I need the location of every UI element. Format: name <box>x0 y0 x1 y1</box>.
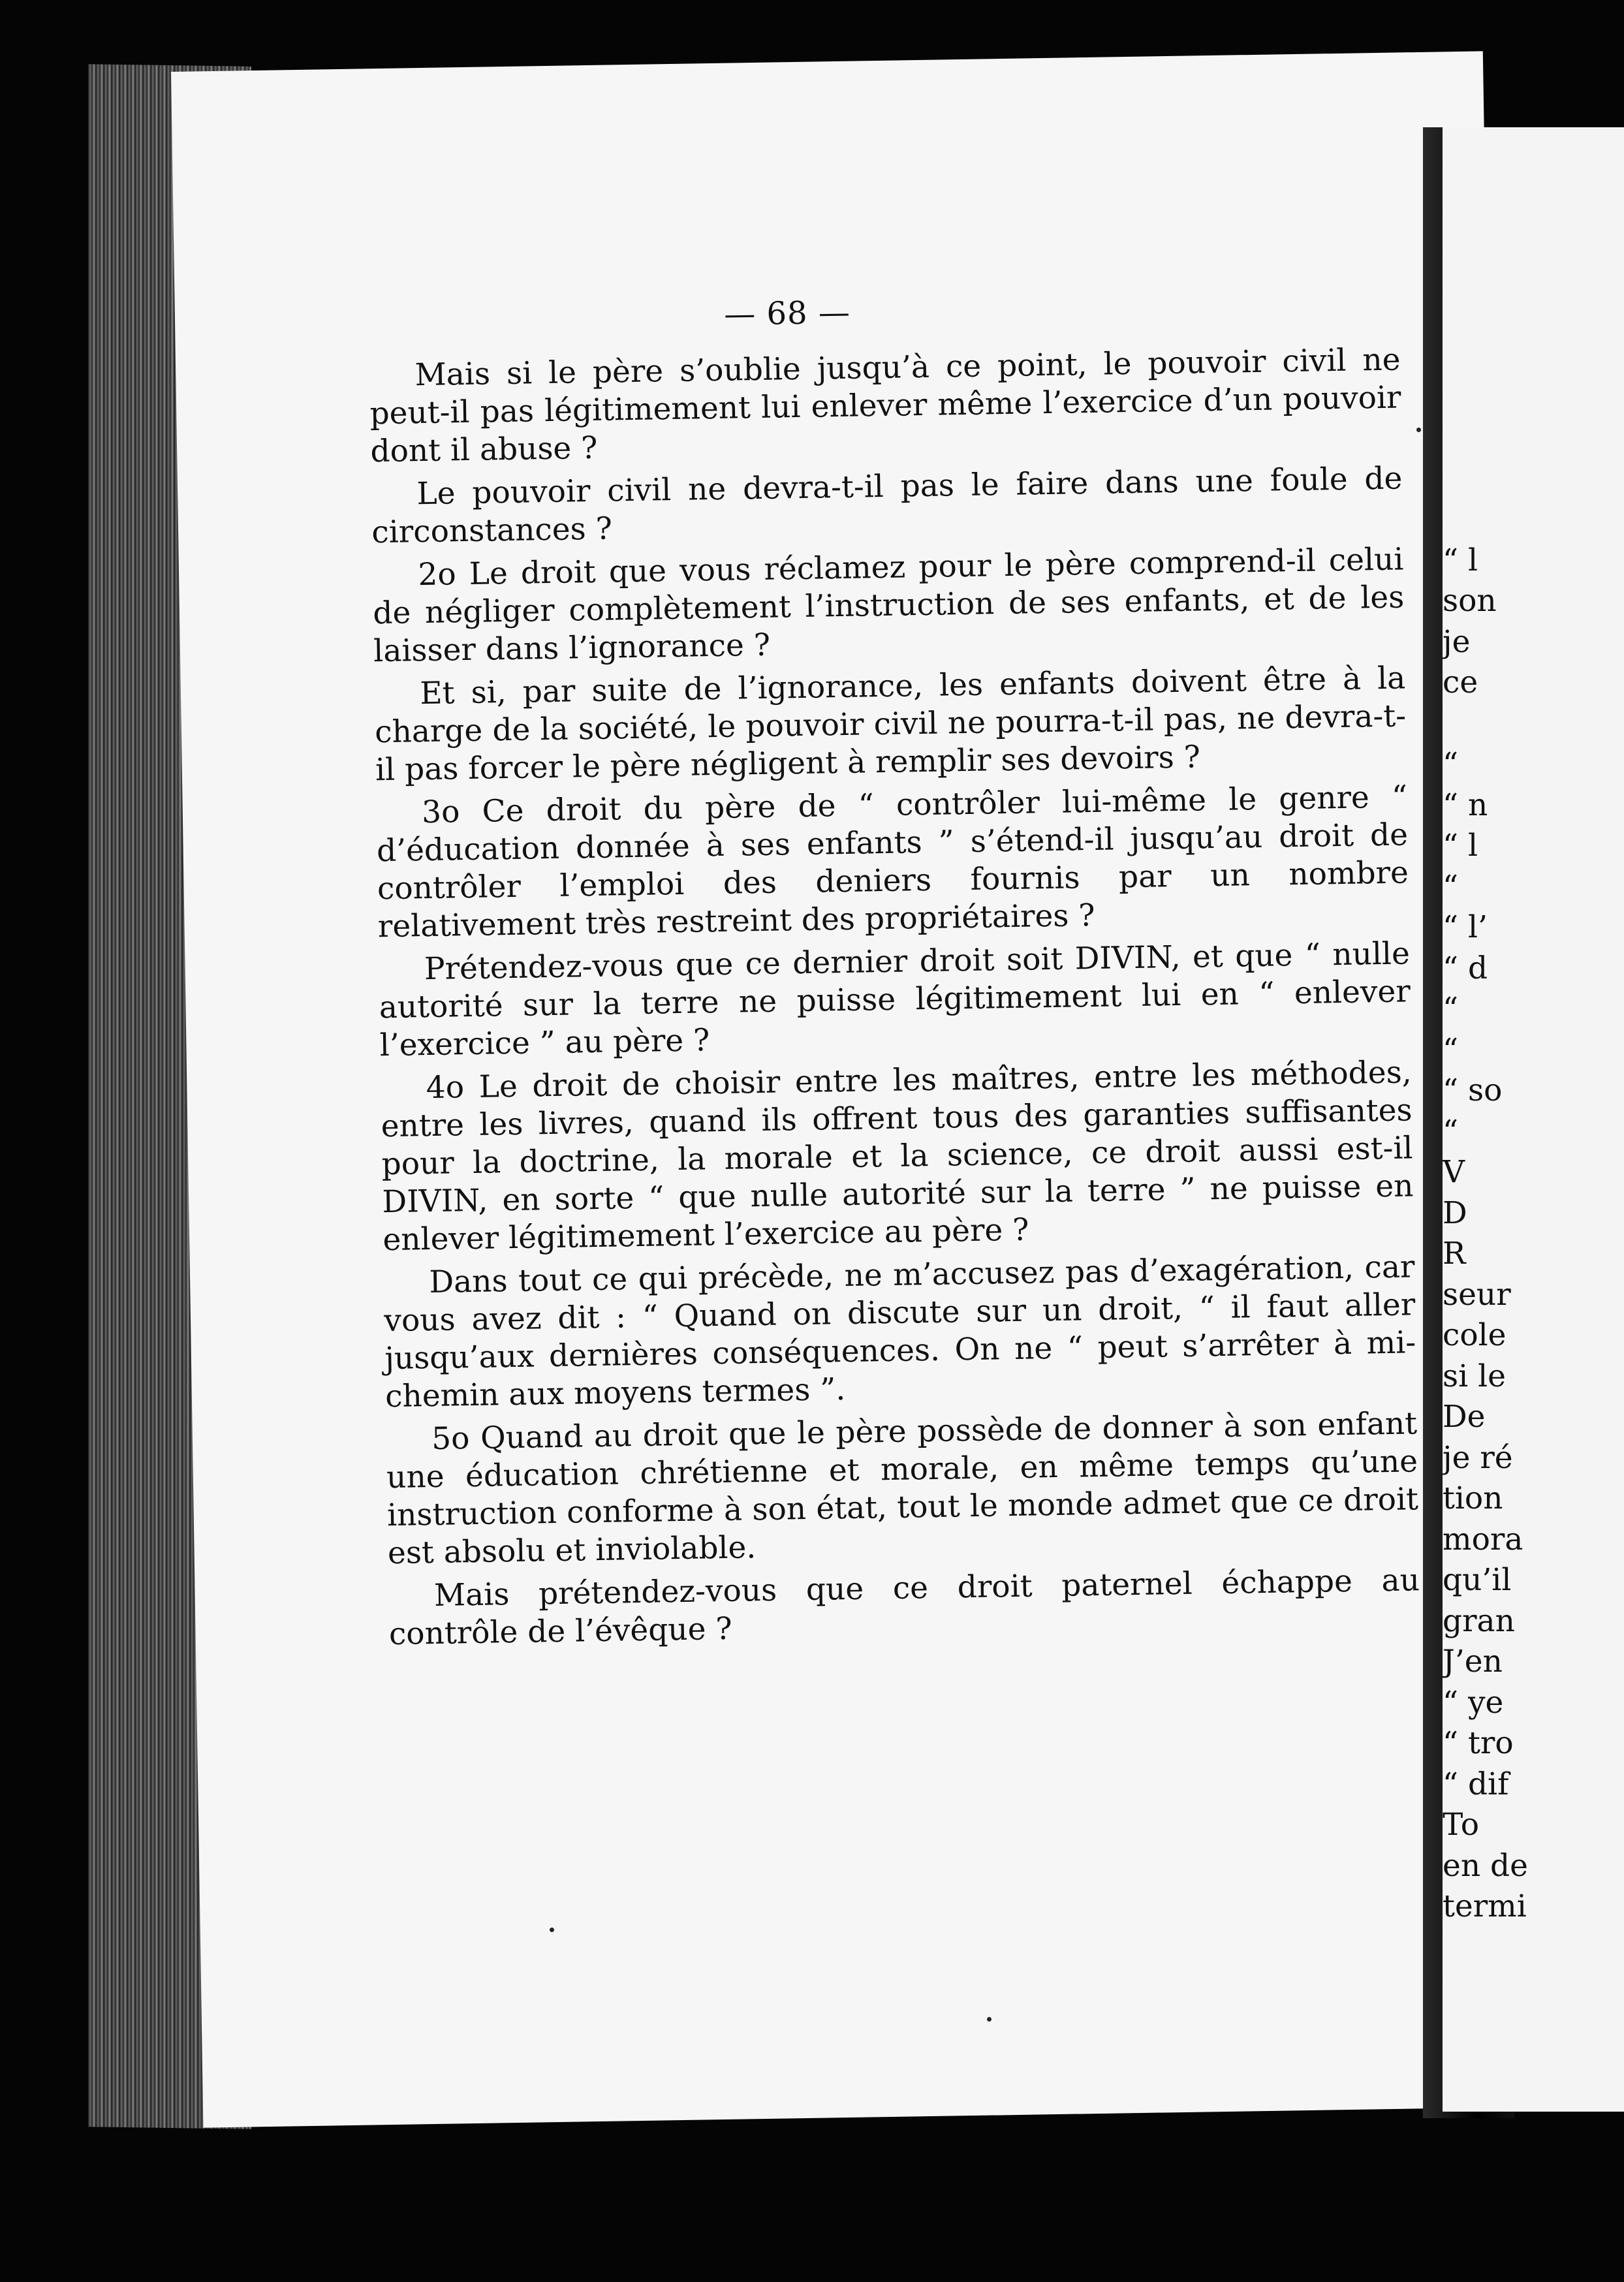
right-page-line-fragment: en de <box>1443 1847 1528 1884</box>
paragraph: 3o Ce droit du père de “ contrôler lui-même le genre “ d’éducation donnée à ses enfants ” s’étend-il jusqu’au droit de contrôler l’emploi des deniers fournis par un nombre relativement très restreint des propriétaires ? <box>376 779 1409 945</box>
right-page-line-fragment: “ <box>1443 746 1459 782</box>
speck-mark <box>987 2017 992 2022</box>
paragraph: Mais prétendez-vous que ce droit paternel échappe au contrôle de l’évêque ? <box>388 1562 1420 1653</box>
paragraph: Mais si le père s’oublie jusqu’à ce point, le pouvoir civil ne peut-il pas légitimement lui enlever même l’exercice d’un pouvoir dont il abuse ? <box>369 341 1401 470</box>
right-page-line-fragment: D <box>1443 1195 1467 1231</box>
right-page-line-fragment: cole <box>1443 1317 1507 1353</box>
paragraph: 2o Le droit que vous réclamez pour le père comprend-il celui de négliger complètement l’instruction de ses enfants, et de les laisser dans l’ignorance ? <box>372 541 1405 670</box>
right-page-line-fragment: “ <box>1443 1031 1459 1068</box>
right-page-line-fragment: “ ye <box>1443 1684 1504 1721</box>
paragraph: 4o Le droit de choisir entre les maîtres, entre les méthodes, entre les livres, quand ils offrent tous des garanties suffisantes pour la doctrine, la morale et la science, ce droit aussi est-il DIVIN, en sorte “ que nulle autorité sur la terre ” ne puisse en enlever légitimement l’exercice au père ? <box>381 1054 1414 1258</box>
paragraph: 5o Quand au droit que le père possède de donner à son enfant une éducation chrétienne et morale, en même temps qu’une instruction conforme à son état, tout le monde admet que ce droit est absolu et inviolable. <box>386 1405 1419 1572</box>
right-page-line-fragment: “ dif <box>1443 1766 1509 1802</box>
speck-mark <box>550 1928 554 1932</box>
right-page-line-fragment: termi <box>1443 1888 1527 1924</box>
right-page-line-fragment: J’en <box>1443 1644 1503 1680</box>
right-page-line-fragment: tion <box>1443 1480 1503 1516</box>
right-page-line-fragment: De <box>1443 1399 1486 1435</box>
paragraph: Le pouvoir civil ne devra-t-il pas le faire dans une foule de circonstances ? <box>371 460 1403 551</box>
right-page-line-fragment: “ so <box>1443 1072 1503 1108</box>
right-page-line-fragment: “ tro <box>1443 1725 1514 1761</box>
right-page-line-fragment: “ l’ <box>1443 909 1488 945</box>
paragraph: Dans tout ce qui précède, ne m’accusez pas d’exagération, car vous avez dit : “ Quand on discute sur un droit, “ il faut aller jusqu’aux dernières conséquences. On ne “ peut s’arrêter à mi-chemin aux moyens termes ”. <box>383 1249 1416 1415</box>
right-page-line-fragment: “ <box>1443 991 1459 1027</box>
right-page-line-fragment: je <box>1443 623 1471 660</box>
page-number: — 68 — <box>723 294 851 333</box>
right-page-line-fragment: To <box>1443 1807 1479 1843</box>
right-page-line-fragment: “ <box>1443 868 1459 905</box>
right-page-line-fragment: si le <box>1443 1358 1506 1394</box>
body-text <box>369 341 1420 1659</box>
right-page-line-fragment: “ d <box>1443 950 1488 986</box>
right-page-line-fragment: “ l <box>1443 828 1478 864</box>
right-page-line-fragment: V <box>1443 1154 1465 1190</box>
right-page-line-fragment: “ n <box>1443 787 1488 823</box>
paragraph: Prétendez-vous que ce dernier droit soit DIVIN, et que “ nulle autorité sur la terre ne puisse légitimement lui en “ enlever l’exercice ” au père ? <box>379 935 1411 1064</box>
right-page-line-fragment: “ l <box>1443 542 1478 578</box>
right-page-line-fragment: son <box>1443 583 1497 619</box>
speck-mark <box>1416 428 1421 432</box>
right-page-line-fragment: mora <box>1443 1521 1523 1557</box>
right-page-line-fragment: “ <box>1443 1113 1459 1149</box>
right-page-line-fragment: je ré <box>1443 1439 1513 1476</box>
right-page-line-fragment: qu’il <box>1443 1562 1512 1598</box>
right-page-line-fragment: seur <box>1443 1276 1511 1313</box>
right-page-line-fragment: gran <box>1443 1602 1515 1639</box>
right-page-line-fragment: R <box>1443 1236 1466 1272</box>
paragraph: Et si, par suite de l’ignorance, les enfants doivent être à la charge de la société, le pouvoir civil ne pourra-t-il pas, ne devra-t-il pas forcer le père négligent à remplir ses devoirs ? <box>374 660 1407 789</box>
right-page-line-fragment: ce <box>1443 664 1478 700</box>
